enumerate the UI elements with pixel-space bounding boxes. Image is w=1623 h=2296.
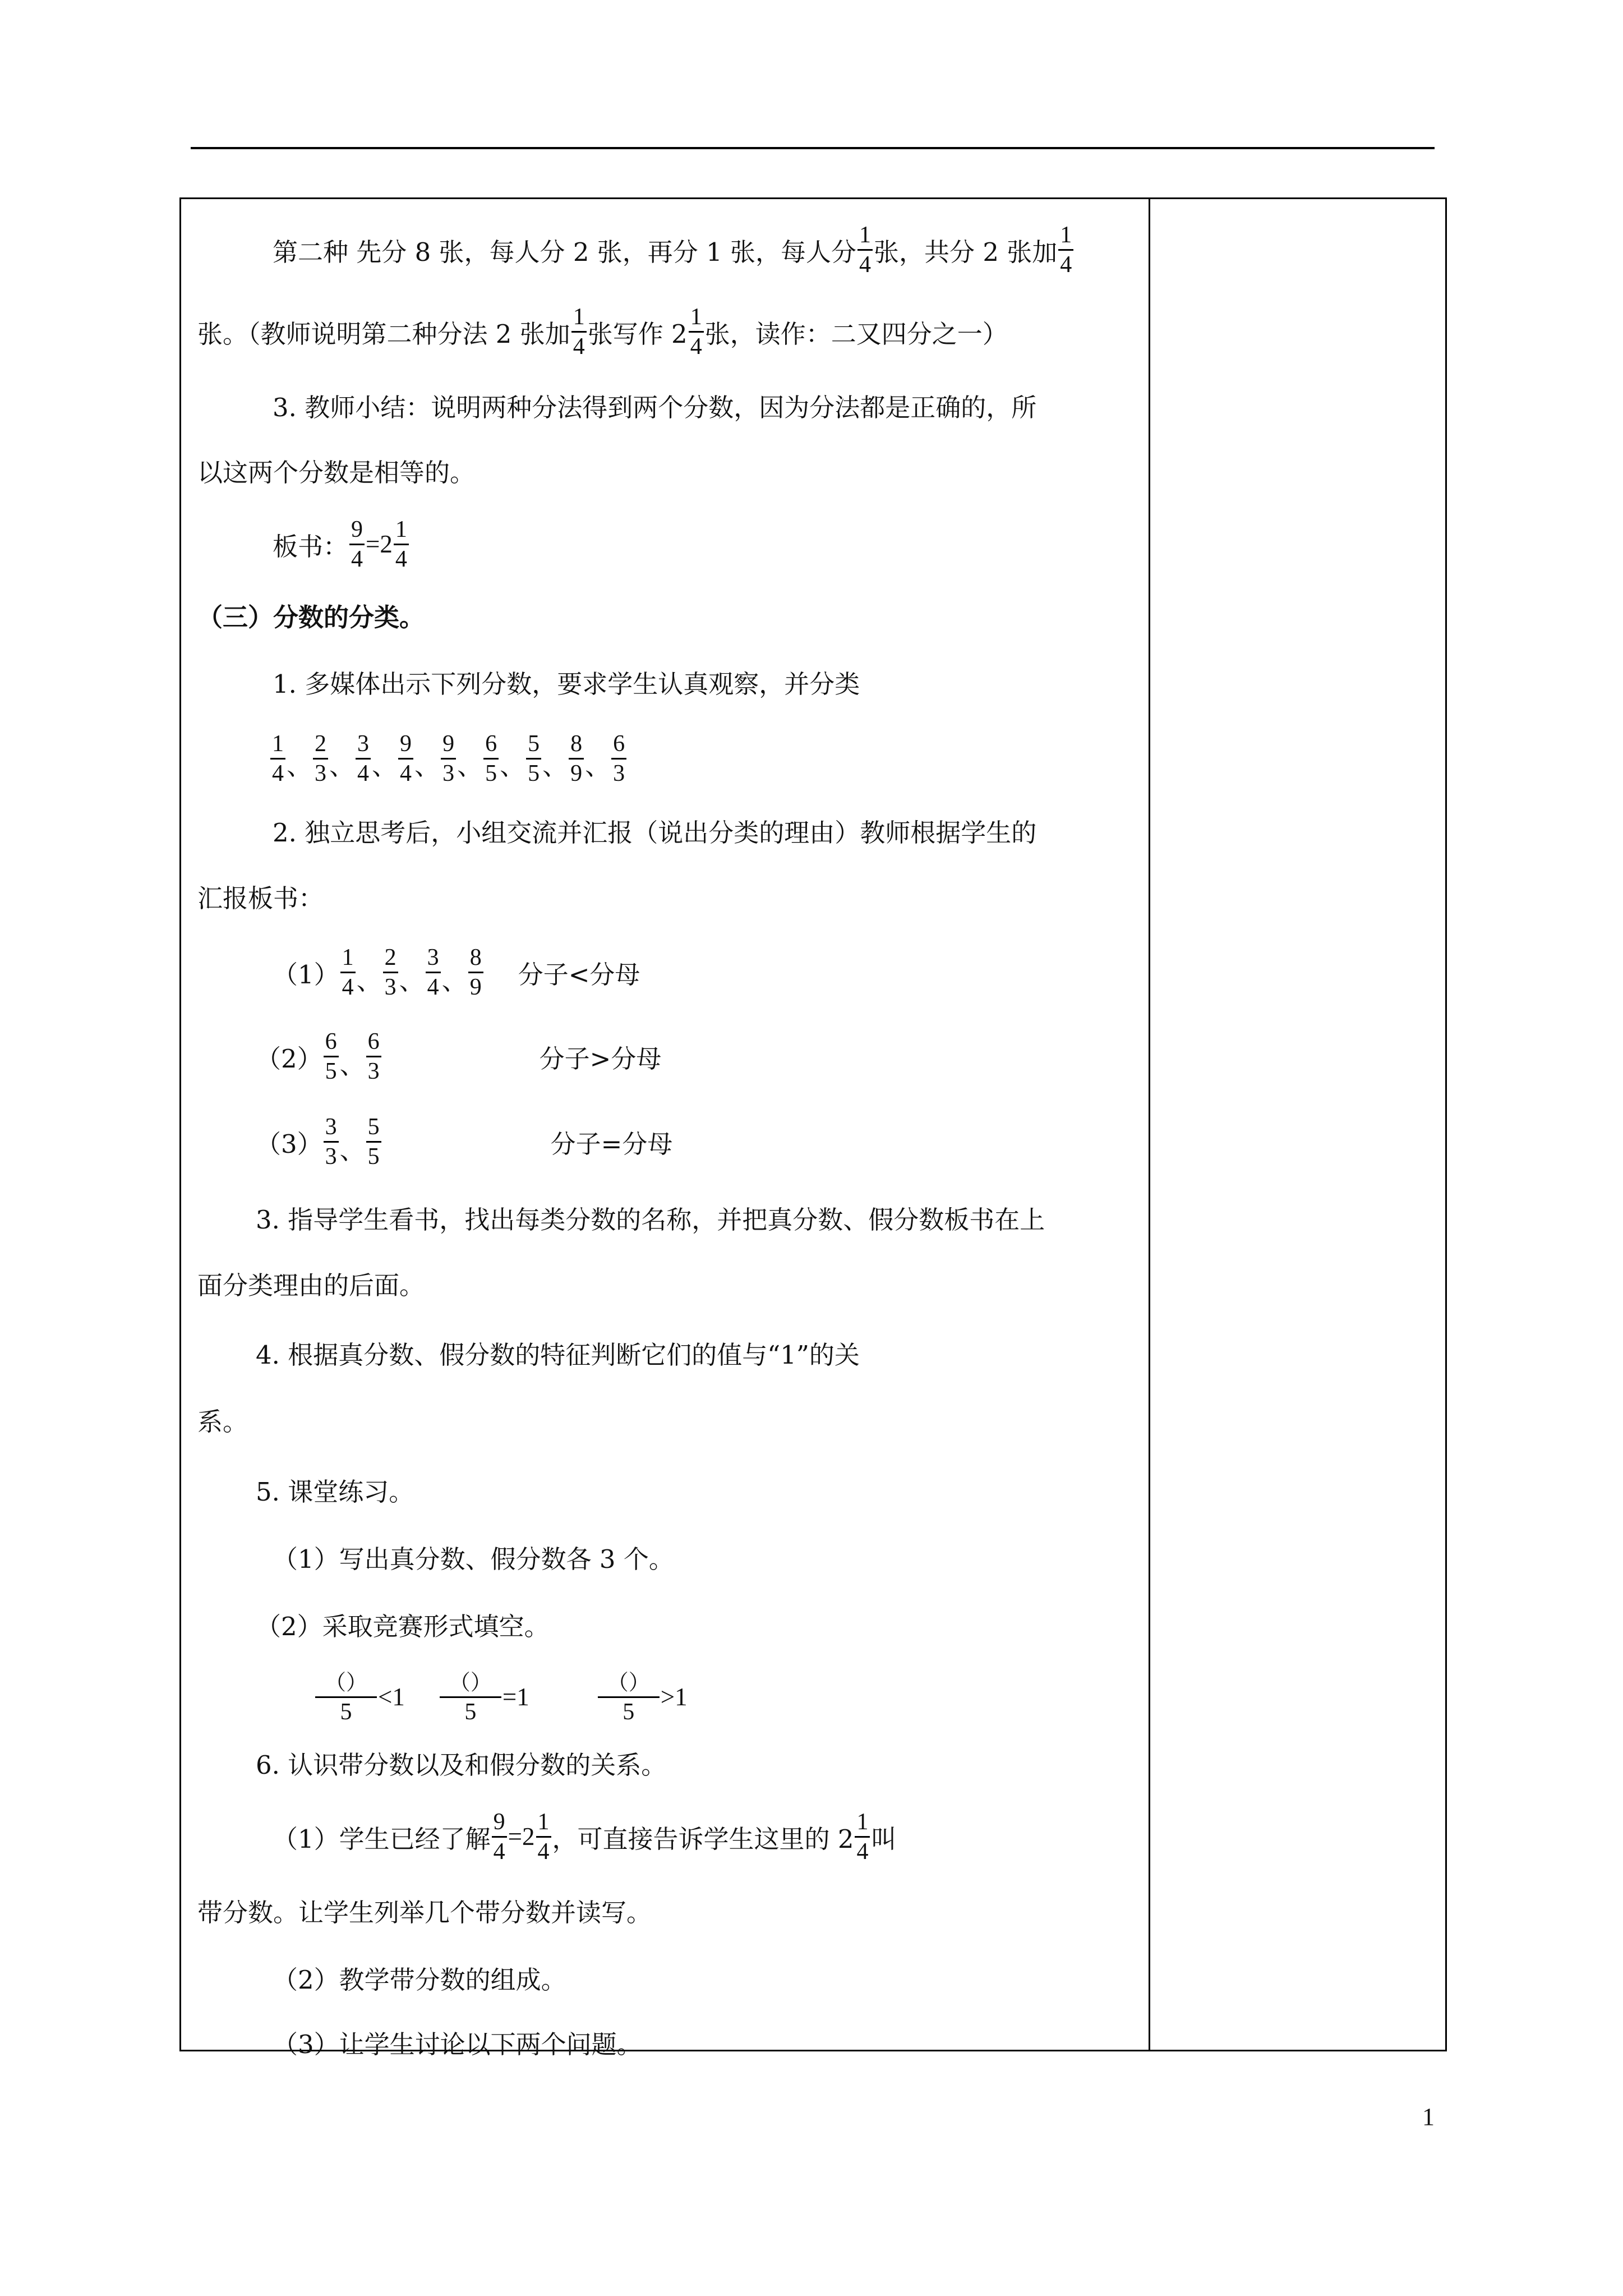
fraction: $\frac{2}{3}$ [383, 944, 398, 1001]
category-label: （2） [256, 1043, 322, 1074]
fraction-one-quarter: $\frac{1}{4}$ [855, 1808, 870, 1866]
fraction-one-quarter: $\frac{1}{4}$ [689, 303, 704, 361]
category-label: （3） [256, 1129, 322, 1159]
text: 系。 [197, 1406, 248, 1437]
fraction: $\frac{3}{3}$ [324, 1113, 339, 1171]
category-rule: 分子<分母 [518, 959, 640, 990]
comparison: <1 [378, 1683, 405, 1711]
category-rule: 分子>分母 [539, 1043, 662, 1074]
fraction: $\frac{8}{9}$ [468, 944, 483, 1001]
fraction: $\frac{6}{5}$ [324, 1028, 339, 1085]
fraction-one-quarter: $\frac{1}{4}$ [571, 303, 587, 361]
fraction: $\frac{3}{4}$ [426, 944, 441, 1001]
text: 5. 课堂练习。 [256, 1476, 414, 1507]
text: =2 [366, 530, 393, 558]
separator: 、 [414, 751, 440, 781]
text: 第二种 先分 8 张，每人分 2 张，再分 1 张，每人分 [273, 237, 857, 267]
text: 2. 独立思考后，小组交流并汇报（说出分类的理由）教师根据学生的 [273, 817, 1037, 848]
fraction-one-quarter: $\frac{1}{4}$ [536, 1808, 551, 1866]
fraction: $\frac{1}{4}$ [270, 730, 285, 788]
text: =2 [508, 1823, 535, 1851]
comparison: >1 [660, 1683, 688, 1711]
text: 6. 认识带分数以及和假分数的关系。 [256, 1750, 667, 1780]
fraction: $\frac{6}{5}$ [483, 730, 499, 788]
fraction: $\frac{1}{4}$ [340, 944, 356, 1001]
fraction: $\frac{5}{5}$ [366, 1113, 381, 1171]
text: 3. 指导学生看书，找出每类分数的名称，并把真分数、假分数板书在上 [256, 1204, 1045, 1235]
separator: 、 [441, 965, 467, 996]
fraction: $\frac{6}{3}$ [611, 730, 626, 788]
separator: 、 [542, 751, 568, 781]
text: 面分类理由的后面。 [197, 1270, 425, 1300]
fraction-one-quarter: $\frac{1}{4}$ [394, 516, 409, 573]
fraction: $\frac{5}{5}$ [526, 730, 541, 788]
text: 汇报板书： [197, 883, 324, 913]
fraction: $\frac{3}{4}$ [356, 730, 371, 788]
separator: 、 [356, 965, 382, 996]
text: （3）让学生讨论以下两个问题。 [273, 2029, 642, 2059]
text: （1）学生已经了解 [273, 1824, 491, 1854]
text: 板书： [273, 531, 349, 562]
text: ，可直接告诉学生这里的 2 [552, 1824, 854, 1854]
category-label: （1） [273, 959, 339, 990]
text: 1. 多媒体出示下列分数，要求学生认真观察，并分类 [273, 669, 860, 699]
table-column-divider [1149, 197, 1150, 2051]
text: 张写作 2 [587, 319, 688, 349]
separator: 、 [372, 751, 398, 781]
fraction-one-quarter: $\frac{1}{4}$ [857, 221, 873, 279]
text: 带分数。让学生列举几个带分数并读写。 [197, 1897, 652, 1927]
fraction: $\frac{8}{9}$ [569, 730, 584, 788]
fraction: $\frac{6}{3}$ [366, 1028, 381, 1085]
text: 张，共分 2 张加 [874, 237, 1058, 267]
blank-fraction: $\frac{()}{5}$ [598, 1668, 660, 1726]
fraction-one-quarter: $\frac{1}{4}$ [1058, 221, 1073, 279]
separator: 、 [585, 751, 611, 781]
text: 叫 [871, 1824, 897, 1854]
text: 张，读作：二又四分之一） [704, 319, 1008, 349]
separator: 、 [287, 751, 312, 781]
separator: 、 [399, 965, 425, 996]
text: （2）教学带分数的组成。 [273, 1964, 566, 1995]
fraction: $\frac{9}{4}$ [398, 730, 413, 788]
fraction-nine-quarters: $\frac{9}{4}$ [349, 516, 365, 573]
blank-fraction: $\frac{()}{5}$ [440, 1668, 501, 1726]
fraction: $\frac{9}{3}$ [441, 730, 456, 788]
text: 以这两个分数是相等的。 [197, 457, 476, 487]
fraction-nine-quarters: $\frac{9}{4}$ [492, 1808, 507, 1866]
comparison: =1 [502, 1683, 529, 1711]
separator: 、 [329, 751, 355, 781]
header-rule [191, 147, 1435, 149]
text: 3. 教师小结：说明两种分法得到两个分数，因为分法都是正确的，所 [273, 392, 1037, 422]
separator: 、 [457, 751, 483, 781]
blank-fraction: $\frac{()}{5}$ [315, 1668, 377, 1726]
category-rule: 分子=分母 [550, 1129, 673, 1159]
separator: 、 [339, 1050, 365, 1080]
text: 张。（教师说明第二种分法 2 张加 [197, 319, 570, 349]
separator: 、 [339, 1135, 365, 1165]
text: （2）采取竞赛形式填空。 [256, 1611, 550, 1641]
fraction: $\frac{2}{3}$ [313, 730, 328, 788]
text: （三）分数的分类。 [197, 602, 425, 632]
page-number: 1 [1422, 2103, 1435, 2131]
separator: 、 [500, 751, 525, 781]
text: （1）写出真分数、假分数各 3 个。 [273, 1544, 674, 1574]
text: 4. 根据真分数、假分数的特征判断它们的值与“1”的关 [256, 1340, 860, 1370]
